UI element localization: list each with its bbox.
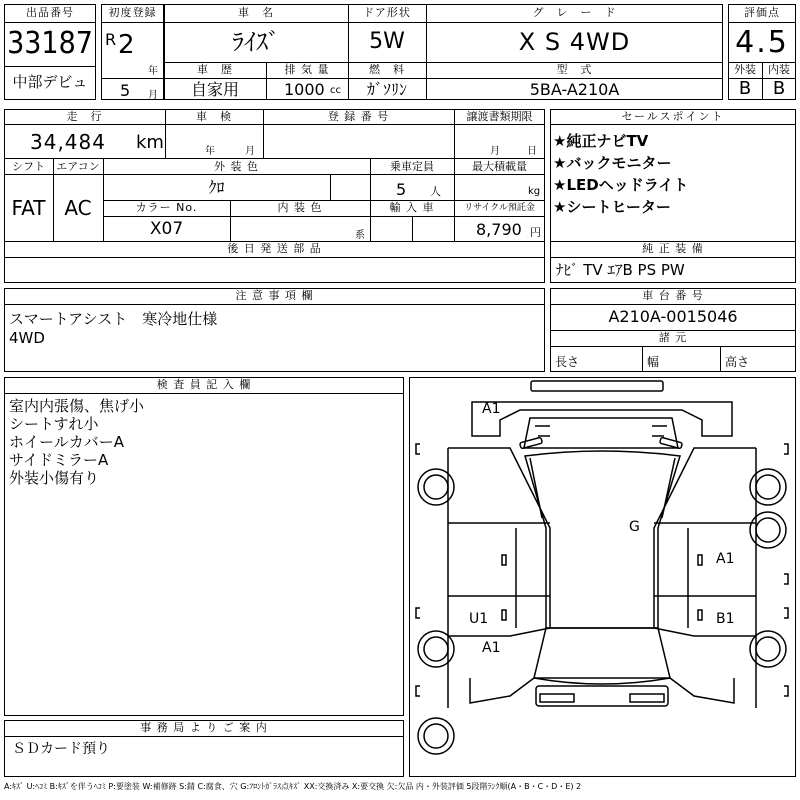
interior-grade: B — [772, 78, 786, 99]
displacement: 1000 — [284, 80, 325, 99]
first-reg-label: 初度登録 — [108, 6, 157, 19]
grade: X S 4WD — [518, 28, 631, 56]
displacement-label: 排 気 量 — [284, 63, 330, 76]
capacity-unit: 人 — [430, 185, 441, 198]
damage-mark: A1 — [716, 551, 735, 567]
recycle-unit: 円 — [530, 226, 541, 239]
damage-diagram — [409, 377, 796, 777]
recycle-label: リサイクル預託金 — [464, 203, 535, 213]
recycle-fee: 8,790 — [476, 220, 522, 239]
grade-label: グ レ ー ド — [532, 6, 617, 19]
rating-label: 評価点 — [744, 6, 780, 19]
era: R — [105, 30, 117, 49]
chassis-label: 車 台 番 号 — [642, 289, 704, 302]
sales-point: ★シートヒーター — [553, 198, 671, 216]
inspection-label: 車 検 — [196, 110, 232, 123]
inspection-month-unit: 月 — [245, 146, 255, 157]
legend: A:ｷｽﾞ U:ﾍｺﾐ B:ｷｽﾞを伴うﾍｺﾐ P:要塗装 W:補修跡 S:錆 C:腐食、穴 G:ﾌﾛﾝﾄｶﾞﾗｽ点ｷｽﾞ XX:交換済み X:要交換 欠:欠品 内・外装評価 5段階ﾗﾝｸ順(A・B・C・D・E) 2 — [4, 782, 582, 791]
displacement-unit: cc — [330, 85, 341, 96]
exterior-grade: B — [738, 78, 752, 99]
notes-label: 注 意 事 項 欄 — [235, 289, 314, 302]
capacity-label: 乗車定員 — [390, 160, 434, 173]
dims-label: 諸 元 — [658, 331, 688, 344]
load-label: 最大積載量 — [472, 160, 527, 173]
office-label: 事 務 局 よ り ご 案 内 — [140, 721, 268, 734]
width-label: 幅 — [647, 355, 660, 369]
sales-point: ★純正ナビTV — [553, 132, 649, 150]
length-label: 長さ — [555, 355, 580, 369]
damage-mark: A1 — [482, 401, 501, 417]
year-unit: 年 — [148, 66, 158, 77]
ext-color: ｸﾛ — [208, 178, 225, 197]
car-name: ﾗｲｽﾞ — [232, 28, 280, 56]
aircon: AC — [64, 196, 92, 220]
height-label: 高さ — [725, 355, 750, 369]
inspector-note: 外装小傷有り — [9, 469, 100, 487]
capacity: 5 — [396, 180, 407, 199]
inspection-year-unit: 年 — [205, 146, 215, 157]
mileage: 34,484 — [30, 130, 106, 154]
transfer-label: 譲渡書類期限 — [466, 110, 533, 123]
damage-mark: U1 — [469, 611, 489, 627]
equipment: ﾅﾋﾞ TV ｴｱB PS PW — [556, 261, 685, 279]
equipment-label: 純 正 装 備 — [642, 242, 704, 255]
transfer-month-unit: 月 — [490, 146, 500, 157]
model-label: 型 式 — [556, 63, 593, 76]
inspector-note: シートすれ小 — [9, 415, 99, 433]
note-line: スマートアシスト 寒冷地仕様 — [9, 310, 218, 328]
import-label: 輸 入 車 — [389, 201, 435, 214]
accessories-label: 後 日 発 送 部 品 — [227, 242, 322, 255]
sales-points-label: セールスポイント — [621, 110, 725, 123]
interior-grade-label: 内装 — [768, 63, 790, 76]
history-label: 車 歴 — [197, 63, 233, 76]
aircon-label: エアコン — [56, 160, 100, 173]
lot-label: 出品番号 — [26, 6, 74, 19]
office-note: ＳＤカード預り — [12, 741, 110, 757]
fuel-label: 燃 料 — [369, 63, 405, 76]
mileage-unit: km — [136, 132, 164, 153]
load-unit: kg — [528, 186, 541, 197]
damage-mark: G — [629, 519, 640, 535]
ext-color-label: 外 装 色 — [214, 160, 259, 173]
int-color-label: 内 装 色 — [277, 201, 323, 214]
note-line: 4WD — [9, 329, 45, 347]
door-label: ドア形状 — [363, 6, 411, 19]
inspector-label: 検 査 員 記 入 欄 — [156, 378, 252, 391]
shift-label: シフト — [12, 160, 45, 173]
transfer-day-unit: 日 — [527, 146, 537, 157]
int-color-unit: 系 — [355, 230, 365, 241]
damage-mark: B1 — [716, 611, 735, 627]
sales-point: ★LEDヘッドライト — [553, 176, 689, 194]
car-name-label: 車 名 — [238, 6, 274, 19]
model-code: 5BA-A210A — [529, 80, 620, 99]
mileage-label: 走 行 — [66, 110, 103, 123]
sales-point: ★バックモニター — [553, 154, 672, 172]
registration-label: 登 録 番 号 — [327, 110, 390, 123]
reg-year: 2 — [118, 30, 135, 60]
lot-number: 33187 — [7, 26, 93, 61]
shift: FAT — [11, 196, 46, 220]
color-no-label: カラー No. — [135, 201, 198, 214]
event-name: 中部デビュ — [12, 73, 88, 91]
inspector-note: ホイールカバーA — [9, 433, 124, 451]
fuel: ｶﾞｿﾘﾝ — [366, 80, 407, 99]
month-unit: 月 — [148, 90, 158, 101]
reg-month: 5 — [120, 81, 131, 100]
chassis-number: A210A-0015046 — [608, 307, 738, 326]
exterior-grade-label: 外装 — [734, 63, 756, 76]
history: 自家用 — [190, 80, 239, 99]
inspector-note: サイドミラーA — [9, 451, 109, 469]
door-type: 5W — [369, 29, 405, 54]
damage-mark: A1 — [482, 640, 501, 656]
rating: 4.5 — [735, 25, 789, 60]
color-no: X07 — [149, 219, 184, 239]
inspector-note: 室内内張傷、焦げ小 — [9, 397, 145, 415]
